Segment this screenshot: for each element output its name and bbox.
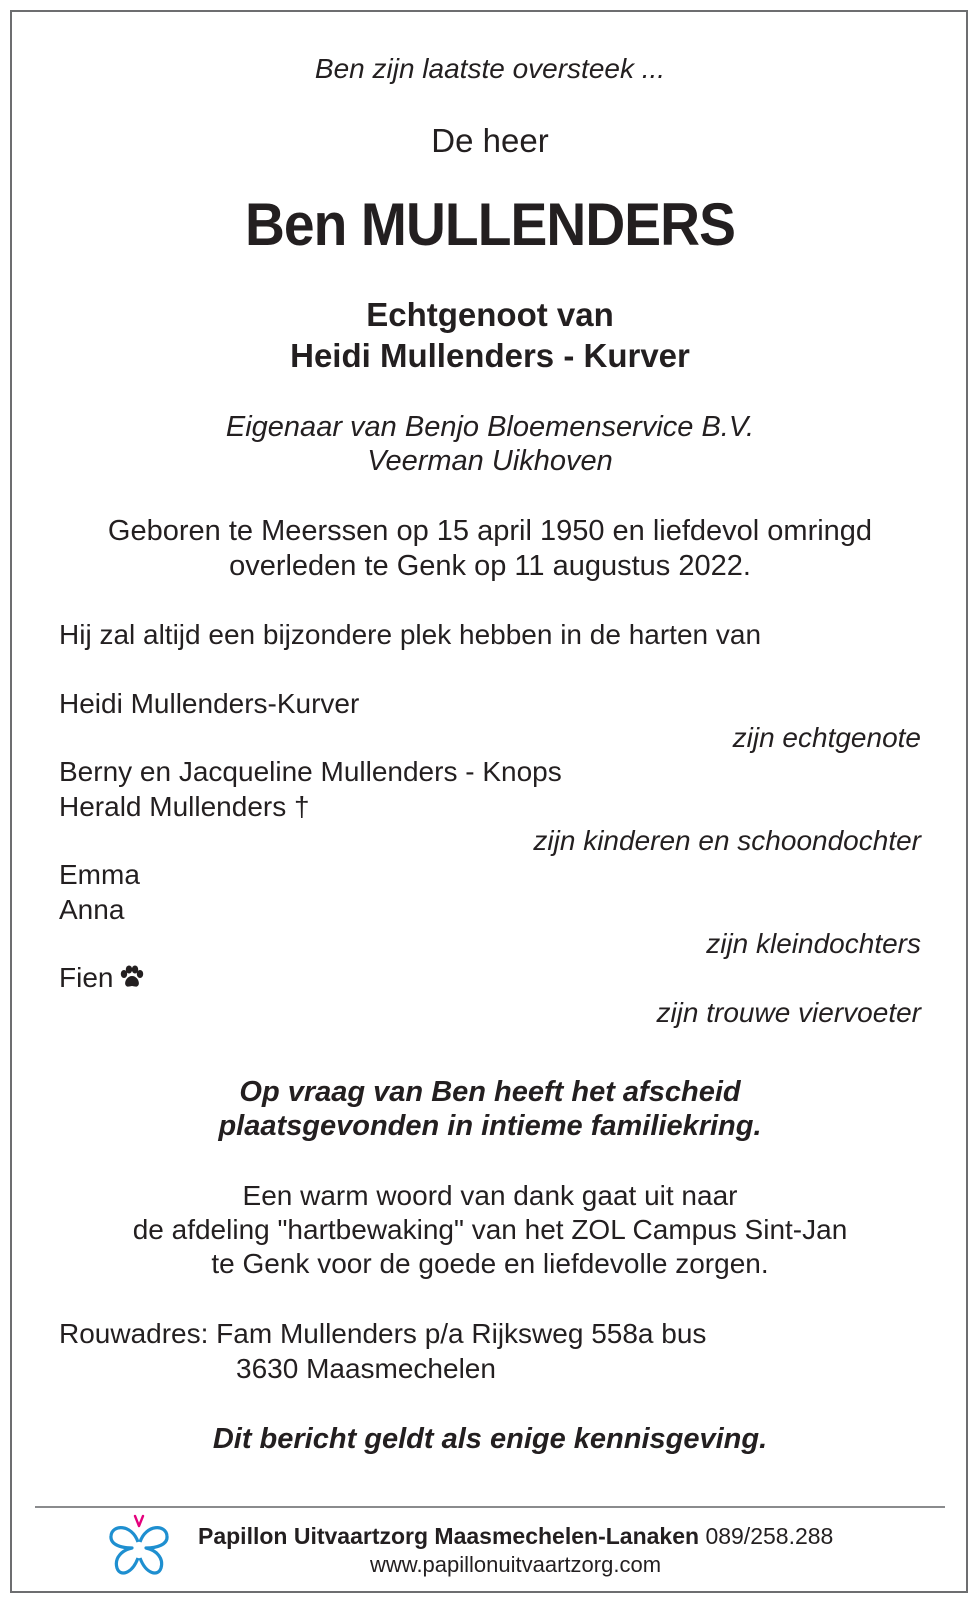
- address-line-1: Rouwadres: Fam Mullenders p/a Rijksweg 558a bus: [59, 1318, 707, 1349]
- spouse-line-2: Heidi Mullenders - Kurver: [290, 337, 690, 374]
- thanks-line-1: Een warm woord van dank gaat uit naar: [242, 1180, 738, 1211]
- birth-line-2: overleden te Genk op 11 augustus 2022.: [229, 550, 751, 582]
- relation-2: zijn kinderen en schoondochter: [533, 825, 921, 856]
- thanks-line-3: te Genk voor de goede en liefdevolle zorgen.: [211, 1248, 769, 1279]
- opening-line: Ben zijn laatste oversteek ...: [314, 53, 666, 84]
- footer-company: Papillon Uitvaartzorg Maasmechelen-Lanaken: [198, 1523, 700, 1549]
- address-line-2: 3630 Maasmechelen: [236, 1353, 496, 1384]
- occupation-line-2: Veerman Uikhoven: [367, 445, 613, 477]
- mourner-6: Fien: [59, 962, 114, 993]
- paw-icon: [119, 963, 145, 997]
- mourner-3: Herald Mullenders †: [59, 791, 310, 822]
- relation-1: zijn echtgenote: [732, 722, 921, 753]
- spouse-line-1: Echtgenoot van: [366, 296, 614, 333]
- footer-phone: 089/258.288: [705, 1523, 834, 1549]
- closing-line: Dit bericht geldt als enige kennisgeving.: [212, 1423, 768, 1455]
- mourner-5: Anna: [59, 894, 125, 925]
- relation-4: zijn trouwe viervoeter: [656, 997, 921, 1028]
- mourner-6-row: [59, 961, 145, 997]
- farewell-line-2: plaatsgevonden in intieme familiekring.: [218, 1110, 762, 1142]
- footer-divider: [35, 1506, 945, 1508]
- mourners-intro: Hij zal altijd een bijzondere plek hebben in de harten van: [59, 619, 762, 650]
- occupation-line-1: Eigenaar van Benjo Bloemenservice B.V.: [225, 411, 755, 443]
- deceased-name: Ben MULLENDERS: [244, 191, 736, 258]
- footer-website[interactable]: www.papillonuitvaartzorg.com: [370, 1552, 662, 1577]
- thanks-line-2: de afdeling "hartbewaking" van het ZOL Campus Sint-Jan: [132, 1214, 848, 1245]
- honorific: De heer: [431, 122, 549, 159]
- butterfly-logo: [108, 1512, 170, 1587]
- relation-3: zijn kleindochters: [706, 928, 921, 959]
- mourner-2: Berny en Jacqueline Mullenders - Knops: [59, 756, 562, 787]
- footer-company-line: [198, 1522, 833, 1550]
- farewell-line-1: Op vraag van Ben heeft het afscheid: [239, 1076, 741, 1108]
- birth-line-1: Geboren te Meerssen op 15 april 1950 en liefdevol omringd: [107, 515, 873, 547]
- mourner-4: Emma: [59, 859, 140, 890]
- mourner-1: Heidi Mullenders-Kurver: [59, 688, 360, 719]
